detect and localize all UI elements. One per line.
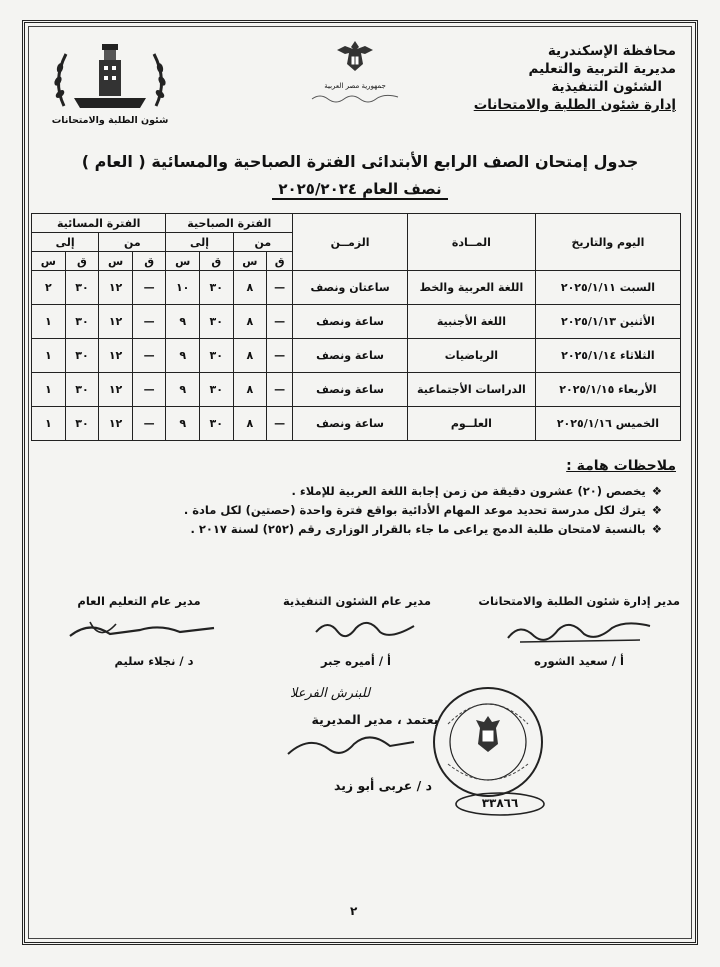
cell-e-from-s: ١٢ (99, 305, 133, 339)
general-director-title: مدير عام التعليم العام (77, 594, 201, 608)
exam-schedule-table (31, 213, 681, 441)
evening-to-q: ق (65, 252, 99, 271)
evening-from-q: ق (132, 252, 166, 271)
table-row (32, 305, 681, 339)
morning-period-header: الفترة الصباحية (166, 214, 293, 233)
cell-day: الثلاثاء ٢٠٢٥/١/١٤ (535, 339, 680, 373)
cell-day: الأربعاء ٢٠٢٥/١/١٥ (535, 373, 680, 407)
cell-e-to-q: ٣٠ (65, 339, 99, 373)
document-title: جدول إمتحان الصف الرابع الأبتدائى الفترة الصباحية والمسائية ( العام ) (81, 152, 639, 171)
cell-m-to-s: ٩ (166, 373, 200, 407)
cell-subject: الرياضيات (407, 339, 535, 373)
emblem-caption: جمهورية مصر العربية (324, 82, 386, 90)
cell-e-from-s: ١٢ (99, 373, 133, 407)
cell-e-to-q: ٣٠ (65, 305, 99, 339)
cell-duration: ساعة ونصف (293, 407, 408, 441)
dept-head-name: أ / سعيد الشوره (534, 654, 624, 668)
table-row (32, 407, 681, 441)
cell-m-to-q: ٣٠ (199, 339, 233, 373)
diamond-bullet-icon: ❖ (651, 522, 662, 536)
cell-m-from-s: ٨ (233, 305, 267, 339)
evening-to-header: إلى (32, 233, 99, 252)
lighthouse-wreath-icon (44, 36, 176, 116)
exec-director-title: مدير عام الشئون التنفيذية (282, 594, 432, 608)
cell-m-from-q: — (267, 305, 293, 339)
col-day-header: اليوم والتاريخ (535, 214, 680, 271)
cell-duration: ساعة ونصف (293, 305, 408, 339)
cell-subject: اللغة العربية والخط (407, 271, 535, 305)
handwritten-note: للبنرش الفرعلا (289, 686, 371, 701)
students-affairs-logo (44, 36, 176, 128)
col-subject-header: المــادة (407, 214, 535, 271)
cell-e-to-s: ١ (32, 305, 66, 339)
cell-e-from-s: ١٢ (99, 339, 133, 373)
cell-e-to-s: ١ (32, 407, 66, 441)
cell-e-from-q: — (132, 373, 166, 407)
cell-m-from-s: ٨ (233, 339, 267, 373)
morning-to-header: إلى (166, 233, 233, 252)
cell-m-to-s: ٩ (166, 407, 200, 441)
notes-title: ملاحظات هامة : (566, 458, 676, 474)
morning-to-s: س (166, 252, 200, 271)
cell-m-to-q: ٣٠ (199, 407, 233, 441)
header-row-1 (32, 214, 681, 233)
cell-m-to-s: ١٠ (166, 271, 200, 305)
cell-day: الخميس ٢٠٢٥/١/١٦ (535, 407, 680, 441)
col-duration-header: الزمــن (293, 214, 408, 271)
cell-m-from-q: — (267, 373, 293, 407)
cell-duration: ساعتان ونصف (293, 271, 408, 305)
cell-m-from-q: — (267, 271, 293, 305)
cell-m-to-q: ٣٠ (199, 305, 233, 339)
dept-head-signature (500, 612, 660, 652)
cell-e-to-s: ٢ (32, 271, 66, 305)
evening-period-header: الفترة المسائية (32, 214, 166, 233)
cell-e-to-s: ١ (32, 339, 66, 373)
official-seal-stamp (428, 684, 548, 802)
exec-director-signature (310, 612, 420, 646)
executive-affairs: الشئون التنفيذية (551, 79, 662, 95)
notes-list (62, 482, 662, 539)
cell-e-to-q: ٣٠ (65, 271, 99, 305)
morning-from-s: س (233, 252, 267, 271)
cell-subject: اللغة الأجنبية (407, 305, 535, 339)
cell-e-to-q: ٣٠ (65, 407, 99, 441)
director-signature (280, 724, 420, 764)
seal-number: ٣٣٨٦٦ (481, 796, 519, 810)
cell-m-to-q: ٣٠ (199, 373, 233, 407)
scribble-mark (310, 91, 400, 105)
logo-caption: شئون الطلبة والامتحانات (51, 115, 169, 126)
cell-e-to-q: ٣٠ (65, 373, 99, 407)
cell-duration: ساعة ونصف (293, 339, 408, 373)
evening-to-s: س (32, 252, 66, 271)
diamond-bullet-icon: ❖ (651, 503, 662, 517)
director-name: د / عربى أبو زيد (334, 778, 432, 793)
cell-subject: العلــوم (407, 407, 535, 441)
document-subtitle (40, 180, 680, 198)
cell-m-from-s: ٨ (233, 373, 267, 407)
term-label: نصف العام ٢٠٢٥/٢٠٢٤ (272, 180, 447, 200)
cell-subject: الدراسات الأجتماعية (407, 373, 535, 407)
egypt-eagle-emblem (300, 38, 410, 109)
cell-m-to-s: ٩ (166, 339, 200, 373)
cell-duration: ساعة ونصف (293, 373, 408, 407)
cell-day: السبت ٢٠٢٥/١/١١ (535, 271, 680, 305)
cell-m-from-q: — (267, 407, 293, 441)
table-row (32, 271, 681, 305)
evening-from-header: من (99, 233, 166, 252)
cell-e-from-s: ١٢ (99, 407, 133, 441)
evening-from-s: س (99, 252, 133, 271)
note-item (62, 482, 662, 501)
cell-m-from-s: ٨ (233, 407, 267, 441)
general-director-name: د / نجلاء سليم (114, 654, 194, 668)
note-item (62, 501, 662, 520)
exec-director-name: أ / أميره جبر (321, 654, 391, 668)
table-row (32, 339, 681, 373)
note-text: يترك لكل مدرسة تحديد موعد المهام الأدائية بواقع فترة واحدة (حصتين) لكل مادة . (183, 503, 646, 517)
cell-e-from-q: — (132, 271, 166, 305)
dept-head-title: مدير إدارة شئون الطلبة والامتحانات (478, 594, 680, 608)
note-text: بالنسبة لامتحان طلبة الدمج يراعى ما جاء بالقرار الوزارى رقم (٢٥٢) لسنة ٢٠١٧ . (190, 522, 646, 536)
directorate-name: مديرية التربية والتعليم (528, 61, 676, 77)
cell-e-to-s: ١ (32, 373, 66, 407)
table-row (32, 373, 681, 407)
morning-from-header: من (233, 233, 293, 252)
diamond-bullet-icon: ❖ (651, 484, 662, 498)
cell-m-to-s: ٩ (166, 305, 200, 339)
cell-m-to-q: ٣٠ (199, 271, 233, 305)
cell-m-from-q: — (267, 339, 293, 373)
cell-e-from-q: — (132, 339, 166, 373)
note-item (62, 520, 662, 539)
general-director-signature (60, 612, 220, 648)
cell-e-from-q: — (132, 305, 166, 339)
cell-e-from-q: — (132, 407, 166, 441)
approval-label: يعتمد ، مدير المديرية (311, 712, 439, 727)
cell-day: الأثنين ٢٠٢٥/١/١٣ (535, 305, 680, 339)
morning-to-q: ق (199, 252, 233, 271)
governorate-name: محافظة الإسكندرية (547, 43, 676, 59)
eagle-icon (335, 38, 375, 76)
page-number: ٢ (350, 904, 358, 918)
morning-from-q: ق (267, 252, 293, 271)
note-text: يخصص (٢٠) عشرون دقيقة من زمن إجابة اللغة العربية للإملاء . (291, 484, 646, 498)
header-authority-block (474, 42, 676, 114)
cell-e-from-s: ١٢ (99, 271, 133, 305)
cell-m-from-s: ٨ (233, 271, 267, 305)
department-name: إدارة شئون الطلبة والامتحانات (473, 97, 676, 113)
